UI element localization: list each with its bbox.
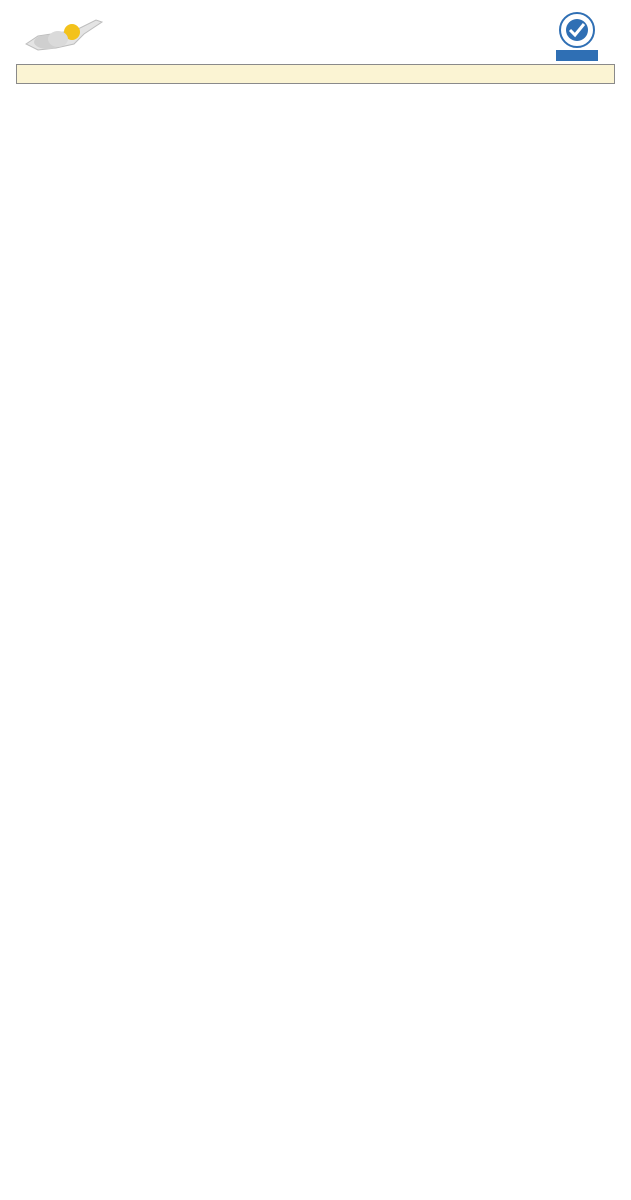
bulletin-header <box>0 0 631 62</box>
validity-banner <box>16 64 615 84</box>
iso-certification-logo-icon <box>553 10 601 62</box>
cyprus-map-logo-icon <box>18 8 108 58</box>
